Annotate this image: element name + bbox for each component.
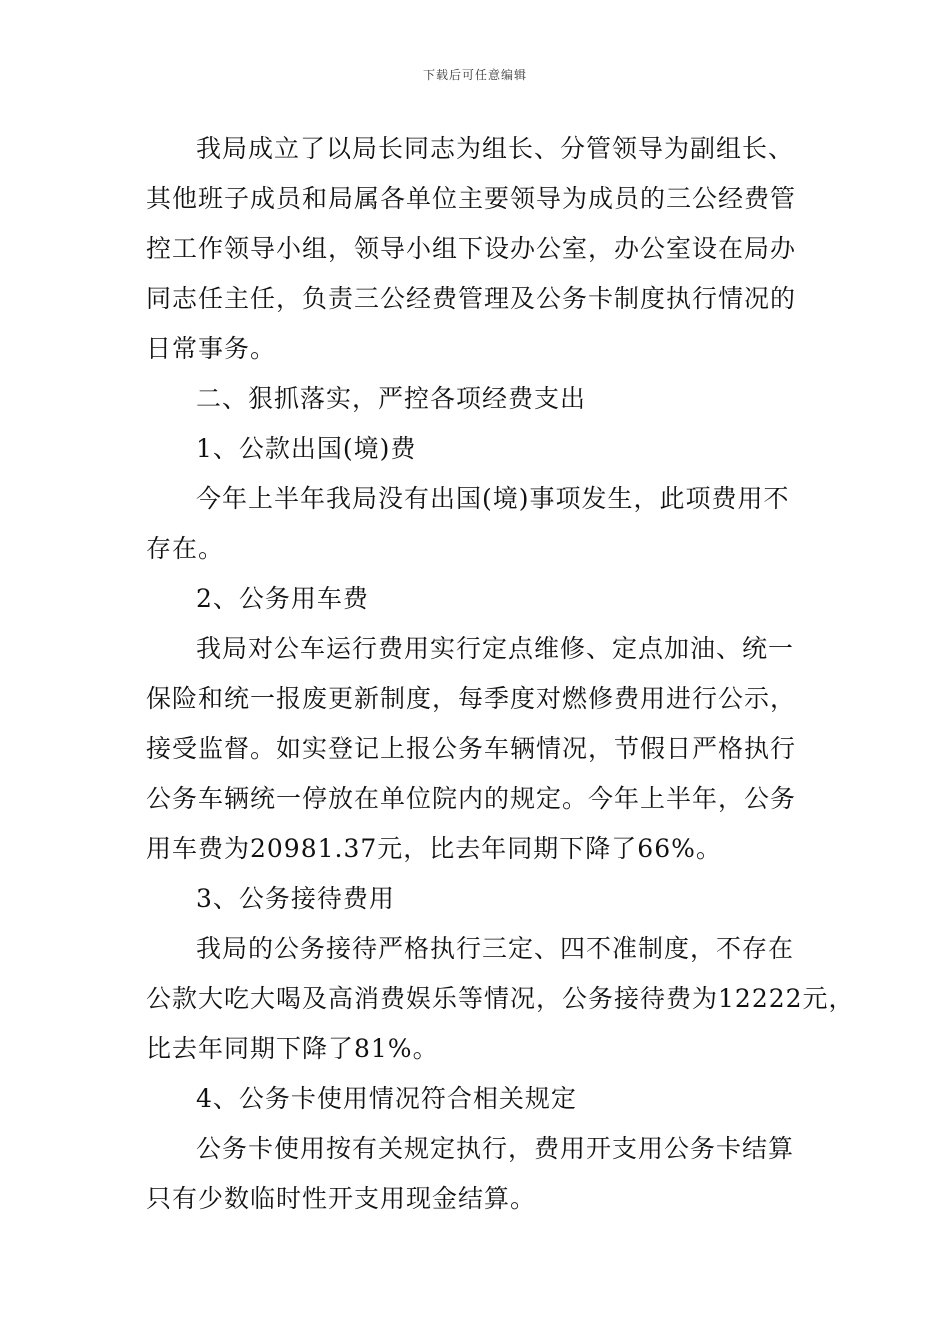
paragraph-line: 用车费为20981.37元，比去年同期下降了66%。 [146,834,722,863]
subsection-heading: 3、公务接待费用 [196,884,395,913]
paragraph-line: 公务车辆统一停放在单位院内的规定。今年上半年，公务 [146,784,797,813]
paragraph-line: 我局成立了以局长同志为组长、分管领导为副组长、 [196,134,795,163]
paragraph-line: 公款大吃大喝及高消费娱乐等情况，公务接待费为12222元， [146,984,855,1013]
paragraph-line: 接受监督。如实登记上报公务车辆情况，节假日严格执行 [146,734,797,763]
paragraph-line: 日常事务。 [146,334,277,363]
subsection-heading: 1、公款出国(境)费 [196,434,417,463]
paragraph-line: 只有少数临时性开支用现金结算。 [146,1184,537,1213]
paragraph-line: 保险和统一报废更新制度，每季度对燃修费用进行公示， [146,684,797,713]
paragraph-line: 我局的公务接待严格执行三定、四不准制度，不存在 [196,934,795,963]
paragraph-line: 其他班子成员和局属各单位主要领导为成员的三公经费管 [146,184,797,213]
paragraph-line: 存在。 [146,534,225,563]
paragraph-line: 比去年同期下降了81%。 [146,1034,439,1063]
section-heading: 二、狠抓落实，严控各项经费支出 [196,384,587,413]
paragraph-line: 我局对公车运行费用实行定点维修、定点加油、统一 [196,634,795,663]
document-body [146,124,855,1224]
paragraph-line: 同志任主任，负责三公经费管理及公务卡制度执行情况的 [146,284,797,313]
subsection-heading: 4、公务卡使用情况符合相关规定 [196,1084,577,1113]
subsection-heading: 2、公务用车费 [196,584,369,613]
paragraph-line: 控工作领导小组，领导小组下设办公室，办公室设在局办 [146,234,797,263]
paragraph-line: 今年上半年我局没有出国(境)事项发生，此项费用不 [196,484,790,513]
page-header: 下载后可任意编辑 [422,68,527,82]
paragraph-line: 公务卡使用按有关规定执行，费用开支用公务卡结算 [196,1134,795,1163]
